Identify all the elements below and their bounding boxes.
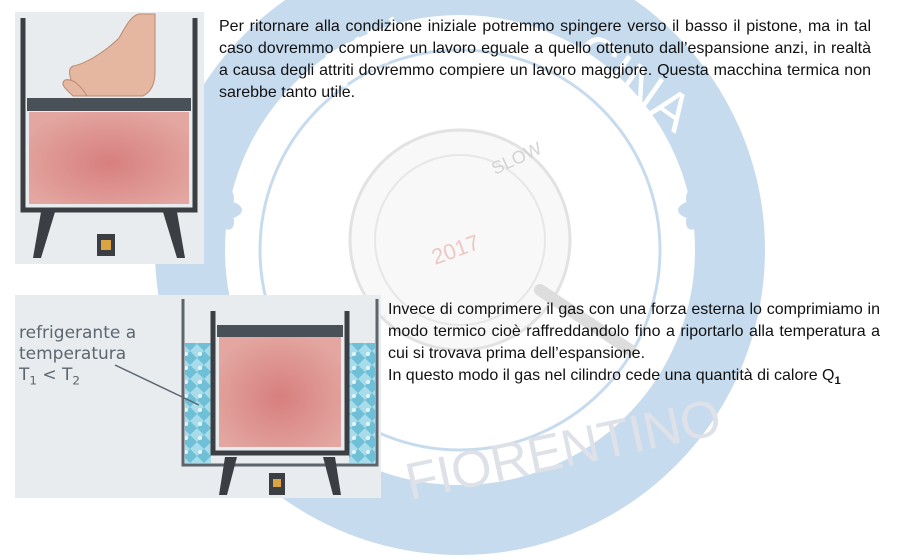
watermark-text-right: CINA <box>563 20 704 144</box>
temp-op: < T <box>36 365 73 385</box>
propeller-icon-right <box>678 186 722 234</box>
paragraph-bottom-text-1: Invece di comprimere il gas con una forza esterna lo comprimiamo in modo termico cioè raffreddandolo fino a riportarlo alla temperatura a cui si trovava prima dell’espansione. <box>388 301 880 362</box>
hand-icon <box>70 14 155 96</box>
paragraph-top <box>219 16 871 104</box>
coolant-label-line3 <box>19 365 136 391</box>
temp-t1-sub: 1 <box>29 373 37 388</box>
temp-t1: T <box>19 365 30 385</box>
watermark-text-bottom: FIORENTINO <box>400 388 727 512</box>
ice-left <box>185 343 211 463</box>
paragraph-bottom <box>388 299 880 392</box>
ice-right <box>349 343 375 463</box>
paragraph-top-text: Per ritornare alla condizione iniziale potremmo spingere verso il basso il pistone, ma in tal caso dovremmo compiere un lavoro eguale a quello ottenuto dall’espansione anzi, in realtà a causa degli attriti dovremmo compiere un lavoro maggiore. Questa macchina termica non sarebbe tanto utile. <box>219 18 871 101</box>
piston-cooled <box>217 325 343 337</box>
watermark-slow-text: SLOW <box>488 138 545 179</box>
illustration-piston-push <box>15 12 204 264</box>
piston <box>27 98 191 111</box>
coolant-label-line1: refrigerante a <box>19 323 137 343</box>
paragraph-bottom-text-2: In questo modo il gas nel cilindro cede una quantità di calore Q <box>388 367 835 384</box>
paragraph-bottom-text-2-wrap <box>388 365 880 392</box>
watermark-year: 2017 <box>428 229 483 270</box>
coolant-label-line2: temperatura <box>19 344 127 364</box>
gas-chamber-cooled <box>219 337 341 447</box>
propeller-icon-left <box>198 186 242 234</box>
temp-t2-sub: 2 <box>72 373 80 388</box>
heat-q1-subscript: 1 <box>834 375 841 388</box>
gas-chamber <box>29 112 189 204</box>
watermark-text-top: FIN <box>316 4 422 101</box>
coolant-label <box>19 323 136 391</box>
illustration-cooling <box>15 295 381 498</box>
